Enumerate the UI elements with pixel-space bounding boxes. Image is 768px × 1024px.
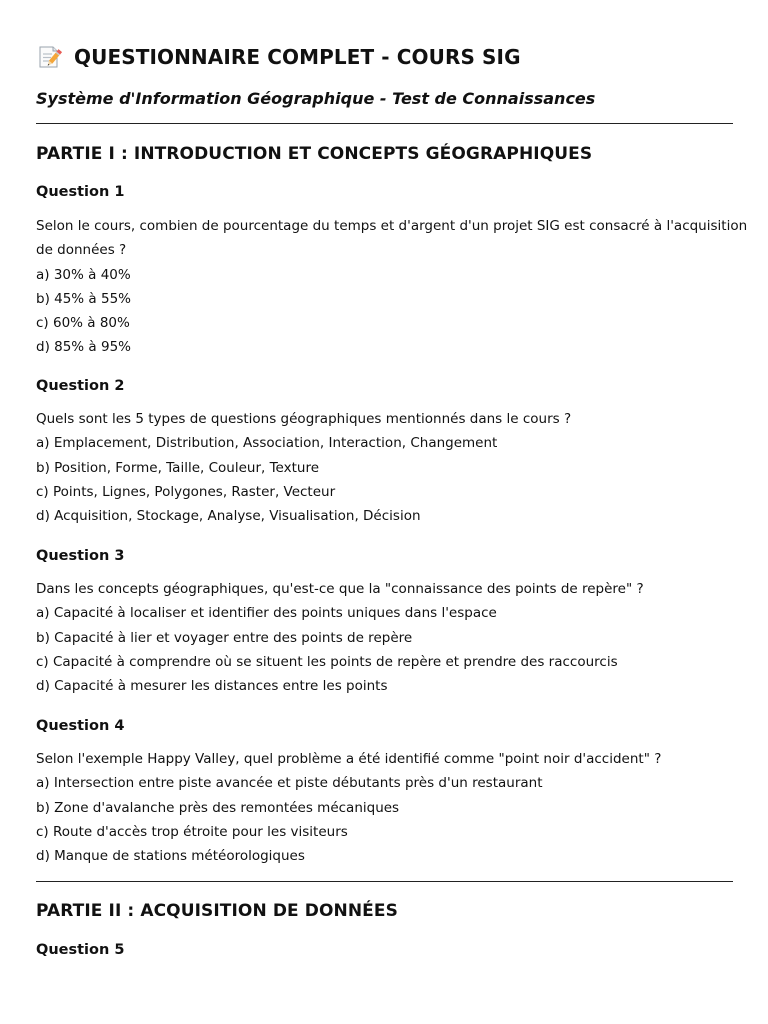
question-4-prompt: Selon l'exemple Happy Valley, quel problème a été identifié comme "point noir d'accident" ? xyxy=(36,751,662,767)
question-1-prompt-line-2: de données ? xyxy=(36,242,127,259)
question-5-label: Question 5 xyxy=(36,942,125,958)
question-2-option-a: a) Emplacement, Distribution, Association, Interaction, Changement xyxy=(36,435,498,452)
memo-icon xyxy=(36,44,62,70)
question-2-label: Question 2 xyxy=(36,378,125,394)
question-3-option-a: a) Capacité à localiser et identifier des points uniques dans l'espace xyxy=(36,605,497,622)
question-4-option-c: c) Route d'accès trop étroite pour les visiteurs xyxy=(36,823,348,840)
question-1-option-c: c) 60% à 80% xyxy=(36,315,130,332)
document-title: QUESTIONNAIRE COMPLET - COURS SIG xyxy=(74,45,521,69)
question-3-option-d: d) Capacité à mesurer les distances entre les points xyxy=(36,678,388,695)
header-divider xyxy=(36,123,733,124)
question-2-prompt: Quels sont les 5 types de questions géographiques mentionnés dans le cours ? xyxy=(36,411,572,427)
part-1-title: PARTIE I : INTRODUCTION ET CONCEPTS GÉOGRAPHIQUES xyxy=(36,144,593,164)
question-3-prompt: Dans les concepts géographiques, qu'est-ce que la "connaissance des points de repère" ? xyxy=(36,581,644,597)
question-4-body xyxy=(36,747,736,868)
question-4-option-a: a) Intersection entre piste avancée et piste débutants près d'un restaurant xyxy=(36,775,543,792)
question-3-option-b: b) Capacité à lier et voyager entre des points de repère xyxy=(36,629,413,646)
part-divider xyxy=(36,881,733,882)
document-title-row xyxy=(36,44,521,70)
question-4-label: Question 4 xyxy=(36,718,125,734)
question-2-body xyxy=(36,407,736,528)
question-2-option-d: d) Acquisition, Stockage, Analyse, Visualisation, Décision xyxy=(36,508,421,525)
question-2-option-c: c) Points, Lignes, Polygones, Raster, Vecteur xyxy=(36,483,336,500)
question-1-body xyxy=(36,214,748,360)
question-3-option-c: c) Capacité à comprendre où se situent les points de repère et prendre des raccourcis xyxy=(36,653,618,670)
question-1-option-b: b) 45% à 55% xyxy=(36,290,131,307)
question-2-option-b: b) Position, Forme, Taille, Couleur, Texture xyxy=(36,459,319,476)
question-1-option-a: a) 30% à 40% xyxy=(36,266,131,283)
question-4-option-d: d) Manque de stations météorologiques xyxy=(36,848,305,865)
question-1-label: Question 1 xyxy=(36,184,125,200)
question-3-label: Question 3 xyxy=(36,548,125,564)
question-3-body xyxy=(36,577,736,698)
part-2-title: PARTIE II : ACQUISITION DE DONNÉES xyxy=(36,901,398,921)
document-subtitle: Système d'Information Géographique - Test de Connaissances xyxy=(36,89,596,108)
question-1-prompt-line-1: Selon le cours, combien de pourcentage du temps et d'argent d'un projet SIG est consacré à l'acquisition xyxy=(36,218,748,234)
question-4-option-b: b) Zone d'avalanche près des remontées mécaniques xyxy=(36,799,400,816)
question-1-option-d: d) 85% à 95% xyxy=(36,339,131,356)
